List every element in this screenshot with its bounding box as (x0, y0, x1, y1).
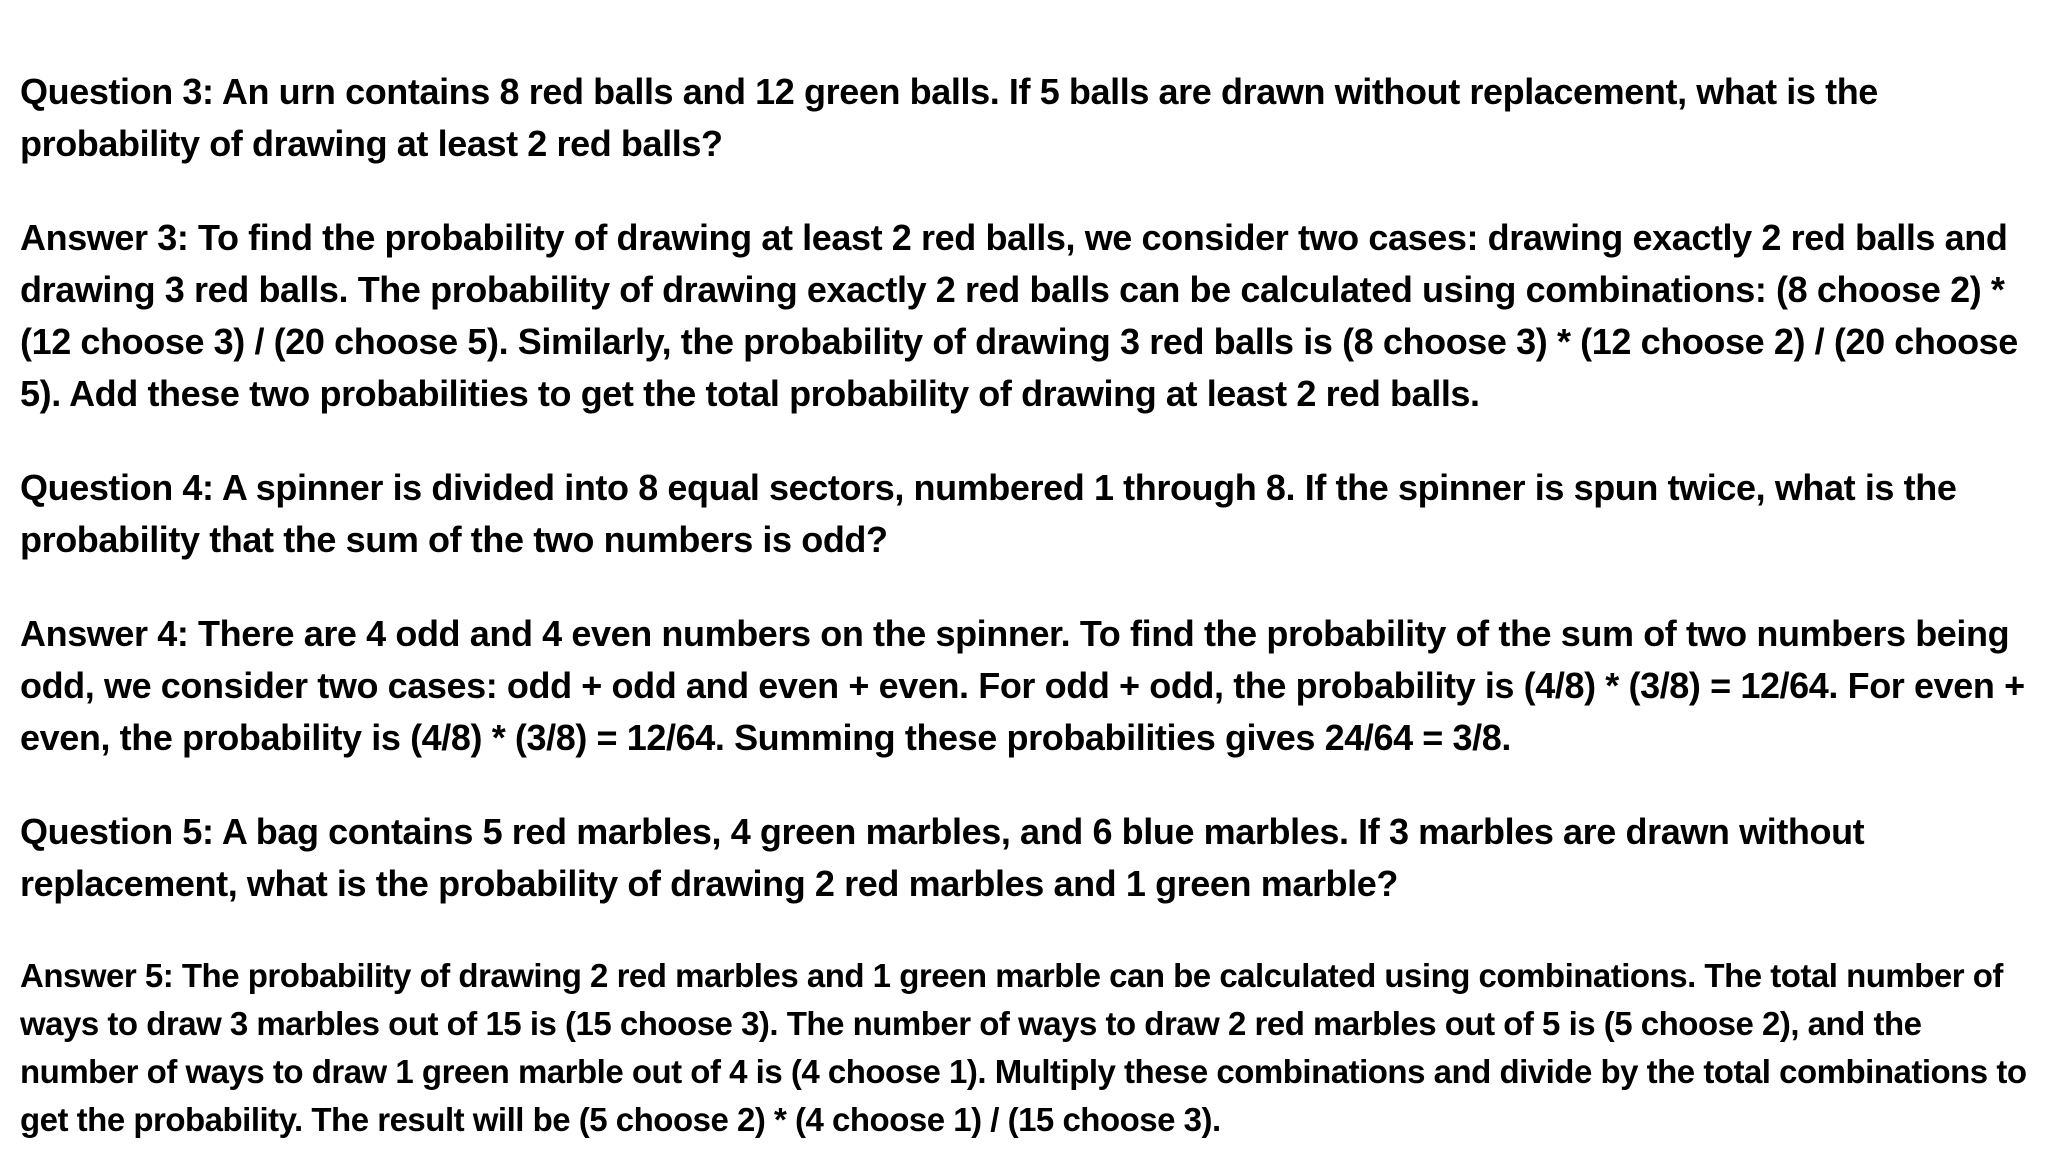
spacer (20, 910, 2028, 952)
answer-4: Answer 4: There are 4 odd and 4 even numbers on the spinner. To find the probability of the sum of two numbers being odd, we consider two cases: odd + odd and even + even. For odd + odd, the probability is (4/8) * (3/8) = 12/64. For even + even, the probability is (4/8) * (3/8) = 12/64. Summing these probabilities gives 24/64 = 3/8. (20, 613, 2025, 758)
question-5: Question 5: A bag contains 5 red marbles, 4 green marbles, and 6 blue marbles. If 3 marbles are drawn without replacement, what is the probability of drawing 2 red marbles and 1 green marble? (20, 811, 1865, 904)
spacer (20, 566, 2028, 608)
question-3: Question 3: An urn contains 8 red balls and 12 green balls. If 5 balls are drawn without replacement, what is the probability of drawing at least 2 red balls? (20, 71, 1878, 164)
spacer (20, 764, 2028, 806)
answer-3: Answer 3: To find the probability of drawing at least 2 red balls, we consider two cases: drawing exactly 2 red balls and drawing 3 red balls. The probability of drawing exactly 2 red balls can be calculated using combinations: (8 choose 2) * (12 choose 3) / (20 choose 5). Similarly, the probability of drawing 3 red balls is (8 choose 3) * (12 choose 2) / (20 choose 5). Add these two probabilities to get the total probability of drawing at least 2 red balls. (20, 217, 2018, 414)
spacer (20, 170, 2028, 212)
question-4: Question 4: A spinner is divided into 8 equal sectors, numbered 1 through 8. If the spinner is spun twice, what is the probability that the sum of the two numbers is odd? (20, 467, 1957, 560)
answer-5: Answer 5: The probability of drawing 2 red marbles and 1 green marble can be calculated using combinations. The total number of ways to draw 3 marbles out of 15 is (15 choose 3). The number of ways to draw 2 red marbles out of 5 is (5 choose 2), and the number of ways to draw 1 green marble out of 4 is (4 choose 1). Multiply these combinations and divide by the total combinations to get the probability. The result will be (5 choose 2) * (4 choose 1) / (15 choose 3). (20, 957, 2027, 1138)
spacer (20, 420, 2028, 462)
